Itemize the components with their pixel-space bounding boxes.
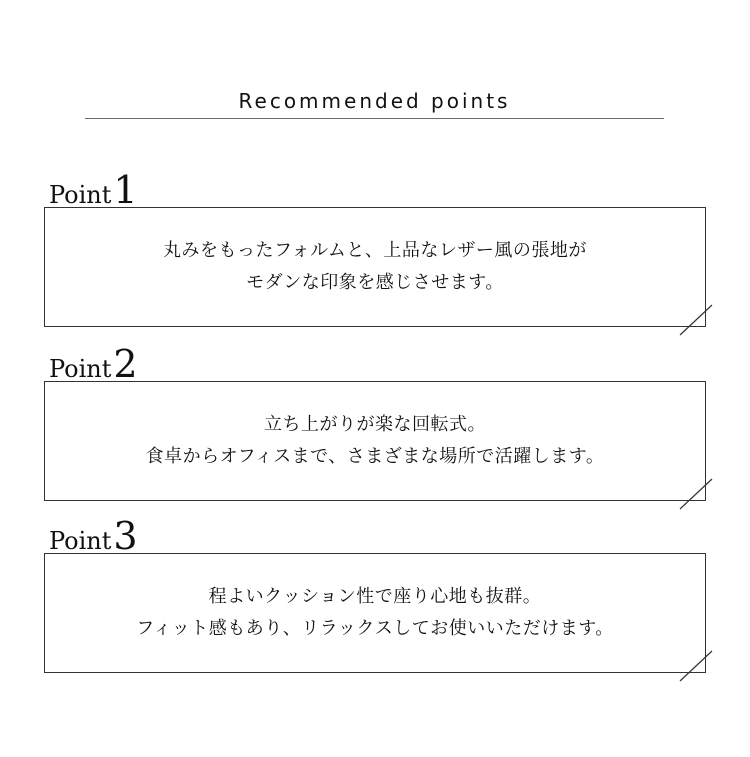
point-description bbox=[45, 235, 705, 299]
point-heading bbox=[49, 514, 138, 558]
point-box bbox=[44, 207, 706, 327]
point-number: 3 bbox=[113, 514, 138, 558]
point-description bbox=[45, 409, 705, 473]
point-box bbox=[44, 553, 706, 673]
point-section-3 bbox=[44, 514, 706, 673]
point-heading bbox=[49, 168, 138, 212]
point-section-1 bbox=[44, 168, 706, 327]
point-number: 1 bbox=[113, 168, 138, 212]
point-text-line: モダンな印象を感じさせます。 bbox=[246, 272, 504, 293]
page-header bbox=[85, 60, 664, 119]
point-label: Point bbox=[49, 527, 112, 555]
point-number: 2 bbox=[113, 342, 138, 386]
point-text-line: 食卓からオフィスまで、さまざまな場所で活躍します。 bbox=[145, 446, 605, 467]
point-text-line: フィット感もあり、リラックスしてお使いいただけます。 bbox=[136, 618, 614, 639]
point-text-line: 丸みをもったフォルムと、上品なレザー風の張地が bbox=[163, 240, 587, 261]
point-text-line: 程よいクッション性で座り心地も抜群。 bbox=[208, 586, 542, 607]
diagonal-slash-icon bbox=[679, 478, 713, 510]
point-box bbox=[44, 381, 706, 501]
page-title: Recommended points bbox=[238, 89, 511, 114]
point-description bbox=[45, 581, 705, 645]
diagonal-slash-icon bbox=[679, 304, 713, 336]
diagonal-slash-icon bbox=[679, 650, 713, 682]
point-heading bbox=[49, 342, 138, 386]
point-label: Point bbox=[49, 355, 112, 383]
point-section-2 bbox=[44, 342, 706, 501]
point-text-line: 立ち上がりが楽な回転式。 bbox=[264, 414, 486, 435]
point-label: Point bbox=[49, 181, 112, 209]
